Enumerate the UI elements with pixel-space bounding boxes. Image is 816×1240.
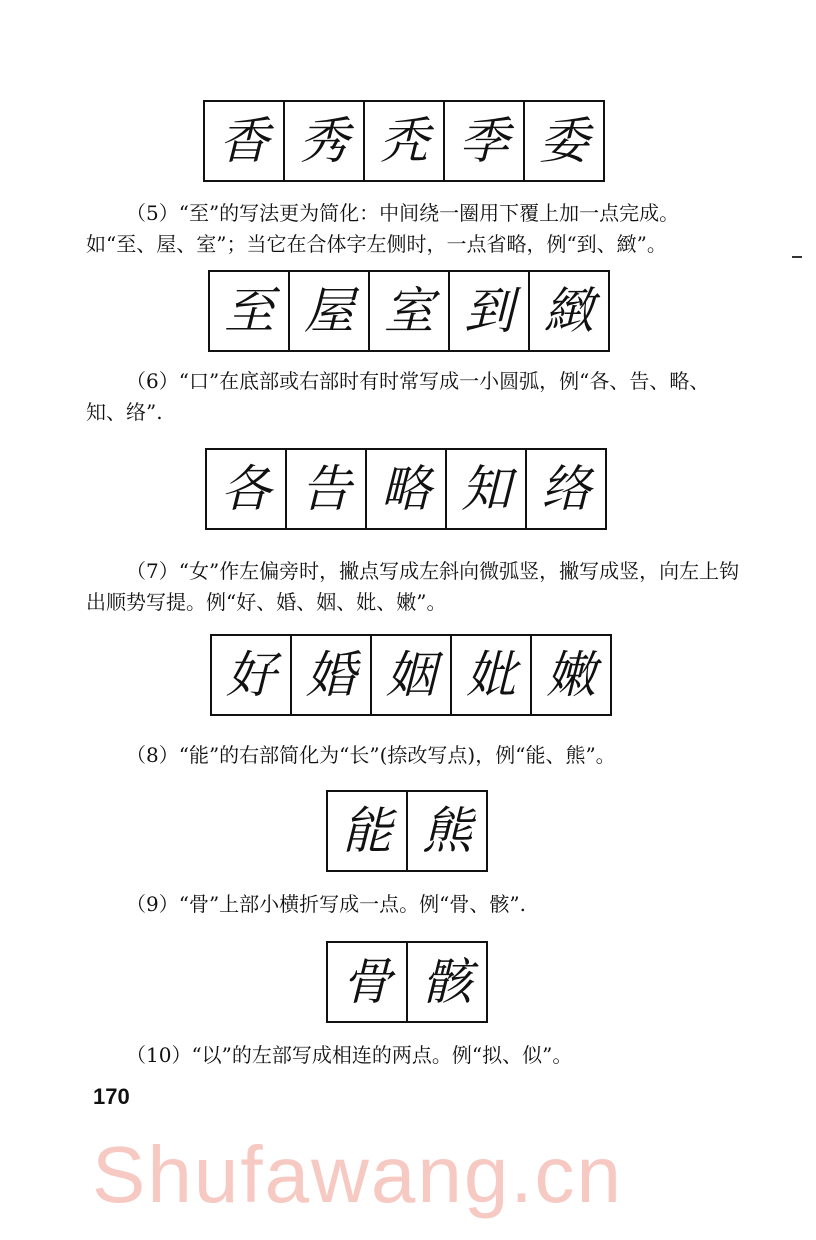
calligraphy-cell: 到 [450, 272, 530, 350]
scan-mark [792, 256, 802, 258]
calligraphy-cell: 至 [210, 272, 290, 350]
paragraph-5 [86, 198, 746, 260]
paragraph-6 [86, 366, 746, 428]
paragraph-text: （5）“至”的写法更为简化：中间绕一圈用下覆上加一点完成。如“至、屋、室”；当它在合体字左侧时，一点省略，例“到、緻”。 [86, 201, 680, 256]
calligraphy-cell: 能 [328, 792, 408, 870]
paragraph-10 [86, 1040, 746, 1071]
calligraphy-cell: 络 [541, 460, 591, 518]
calligraphy-cell: 季 [445, 102, 525, 180]
calligraphy-cell: 婚 [292, 636, 372, 714]
calligraphy-grid-3 [205, 448, 607, 530]
paragraph-text: （9）“骨”上部小横折写成一点。例“骨、骸”. [126, 892, 526, 916]
calligraphy-cell: 骨 [328, 943, 408, 1021]
paragraph-text: （10）“以”的左部写成相连的两点。例“拟、似”。 [126, 1043, 573, 1067]
calligraphy-cell: 秃 [365, 102, 445, 180]
calligraphy-cell: 姻 [372, 636, 452, 714]
calligraphy-grid-4 [210, 634, 612, 716]
calligraphy-cell: 妣 [452, 636, 532, 714]
calligraphy-cell: 好 [212, 636, 292, 714]
paragraph-7 [86, 556, 746, 618]
calligraphy-grid-2 [208, 270, 610, 352]
paragraph-text: （7）“女”作左偏旁时，撇点写成左斜向微弧竖，撇写成竖，向左上钩出顺势写提。例“好、婚、姻、妣、嫩”。 [86, 559, 740, 614]
calligraphy-cell: 委 [539, 112, 589, 170]
calligraphy-cell: 室 [370, 272, 450, 350]
calligraphy-cell: 秀 [285, 102, 365, 180]
calligraphy-cell: 骸 [422, 953, 472, 1011]
calligraphy-grid-6 [326, 941, 488, 1023]
calligraphy-cell: 告 [287, 450, 367, 528]
calligraphy-cell: 略 [367, 450, 447, 528]
calligraphy-cell: 知 [447, 450, 527, 528]
calligraphy-cell: 嫩 [546, 646, 596, 704]
watermark: Shufawang.cn [92, 1130, 624, 1219]
calligraphy-cell: 緻 [544, 282, 594, 340]
calligraphy-cell: 屋 [290, 272, 370, 350]
calligraphy-cell: 熊 [422, 802, 472, 860]
paragraph-text: （8）“能”的右部简化为“长”(捺改写点)，例“能、熊”。 [126, 743, 616, 767]
calligraphy-grid-5 [326, 790, 488, 872]
calligraphy-cell: 香 [205, 102, 285, 180]
calligraphy-grid-1 [203, 100, 605, 182]
paragraph-8 [86, 740, 746, 771]
calligraphy-cell: 各 [207, 450, 287, 528]
paragraph-text: （6）“口”在底部或右部时有时常写成一小圆弧，例“各、告、略、知、络”. [86, 369, 710, 424]
paragraph-9 [86, 889, 746, 920]
page-number: 170 [93, 1084, 130, 1109]
